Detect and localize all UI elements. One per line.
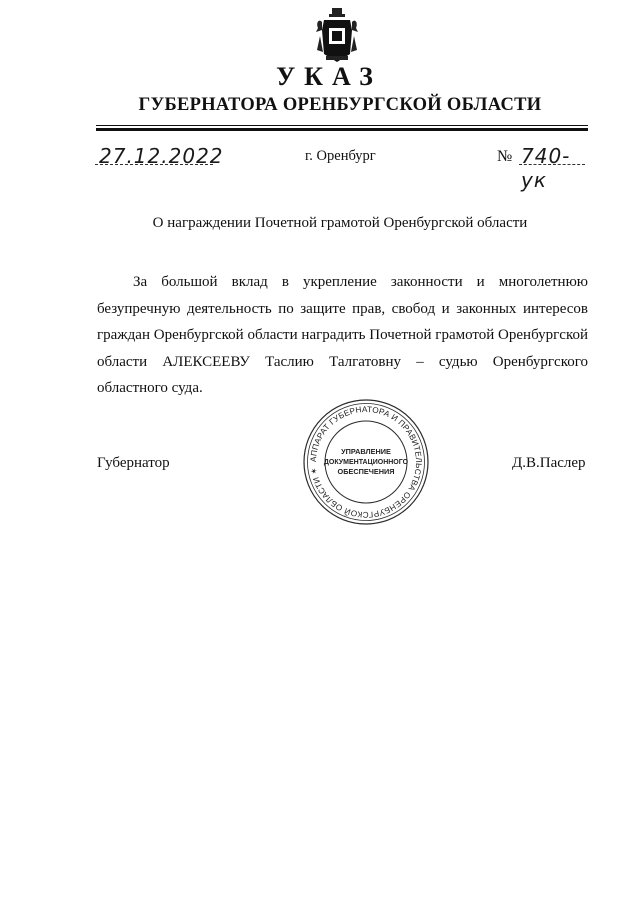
header-rule-thick xyxy=(96,128,588,131)
stamp-center-line-1: УПРАВЛЕНИЕ xyxy=(341,447,391,456)
header-rule-thin xyxy=(96,125,588,126)
stamp-ring-text: АППАРАТ ГУБЕРНАТОРА И ПРАВИТЕЛЬСТВА ОРЕНБУРГСКОЙ ОБЛАСТИ ✶ xyxy=(308,404,424,520)
decree-date: 27.12.2022 xyxy=(99,144,224,168)
number-sign: № xyxy=(497,148,513,165)
decree-number-field xyxy=(497,144,592,192)
document-type-heading: УКАЗ xyxy=(276,62,382,91)
decree-body xyxy=(97,269,588,402)
decree-date-field xyxy=(95,144,224,170)
signatory-position: Губернатор xyxy=(97,455,170,471)
signatory-name: Д.В.Паслер xyxy=(512,455,586,471)
decree-number: 740-ук xyxy=(521,144,571,192)
official-stamp xyxy=(302,398,430,526)
stamp-center-line-3: ОБЕСПЕЧЕНИЯ xyxy=(337,467,395,476)
date-underline xyxy=(95,164,213,165)
decree-body-paragraph: За большой вклад в укрепление законности и многолетнюю безупречную деятельность по защите прав, свобод и законных интересов граждан Оренбургской области наградить Почетной грамотой Оренбургской области АЛЕКСЕЕВУ Таслию Талгатовну – судью Оренбургского областного суда. xyxy=(97,274,588,396)
issuer-heading: ГУБЕРНАТОРА ОРЕНБУРГСКОЙ ОБЛАСТИ xyxy=(138,95,542,115)
coat-of-arms-icon xyxy=(314,6,360,66)
number-underline xyxy=(519,164,585,165)
issue-city: г. Оренбург xyxy=(305,148,376,164)
decree-title: О награждении Почетной грамотой Оренбургской области xyxy=(152,215,528,231)
stamp-center-line-2: ДОКУМЕНТАЦИОННОГО xyxy=(323,459,409,466)
